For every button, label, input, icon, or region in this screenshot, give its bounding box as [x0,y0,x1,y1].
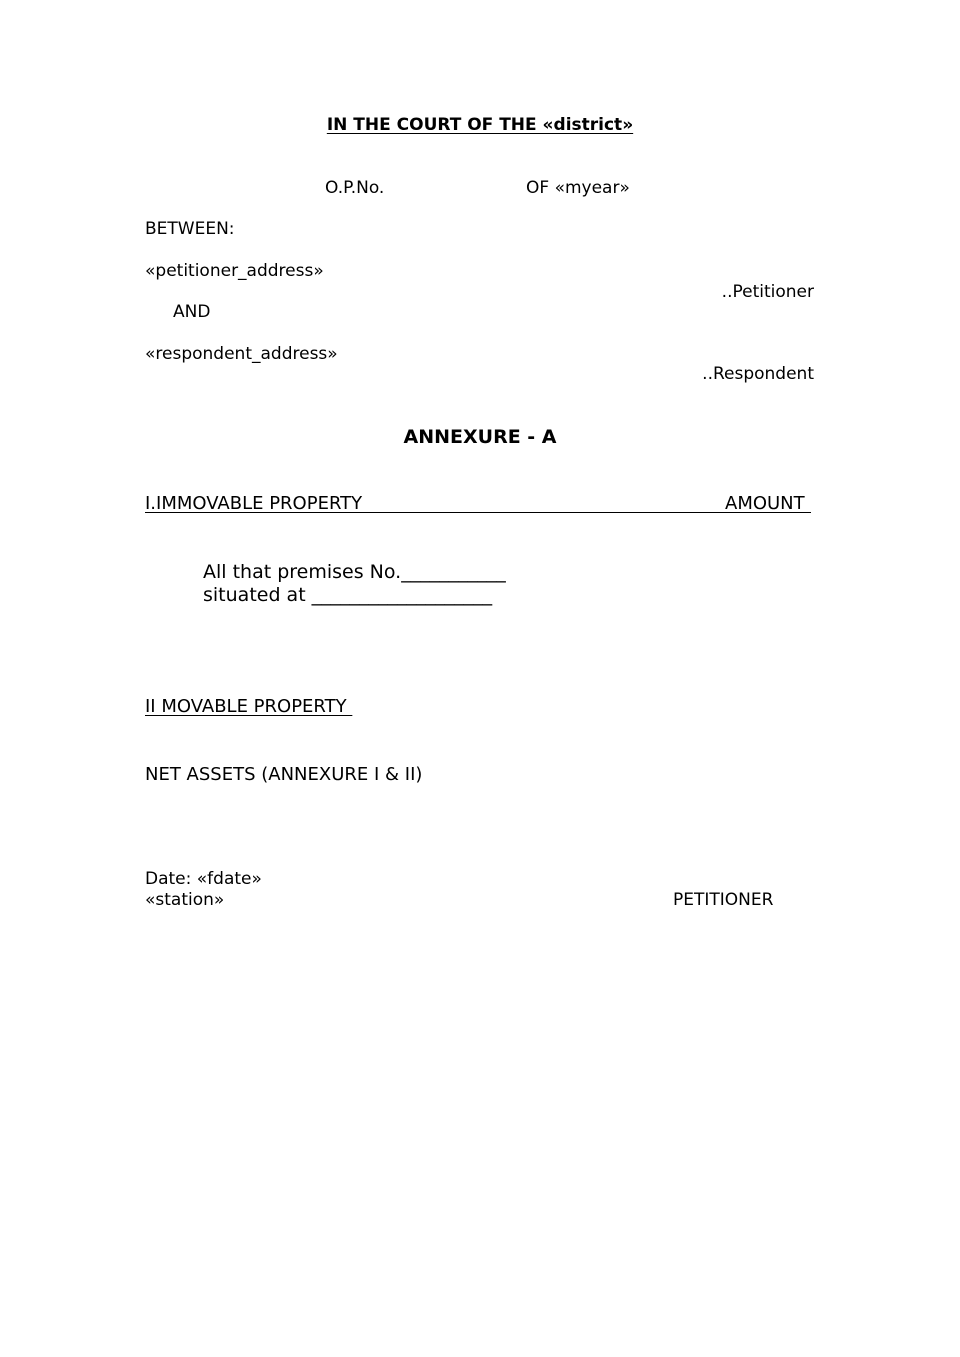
petitioner-address: «petitioner_address» [145,261,324,281]
situated-line: situated at ___________________ [203,584,493,606]
station-line: «station» [145,890,225,910]
premises-line: All that premises No.___________ [203,561,506,583]
immovable-property-heading: I.IMMOVABLE PROPERTY [145,493,363,514]
date-line: Date: «fdate» [145,869,262,889]
respondent-address: «respondent_address» [145,344,338,364]
court-title-text: IN THE COURT OF THE «district» [326,115,634,135]
movable-property-heading: II MOVABLE PROPERTY [145,696,353,717]
heading-underline [145,512,811,513]
and-label: AND [173,302,211,322]
court-title [0,117,960,134]
op-number-label: O.P.No. [325,178,385,198]
respondent-role: ..Respondent [702,364,814,384]
petitioner-role: ..Petitioner [721,282,814,302]
amount-heading: AMOUNT [725,493,805,514]
case-year-label: OF «myear» [526,178,630,198]
net-assets-line: NET ASSETS (ANNEXURE I & II) [145,764,423,785]
petitioner-signature-label: PETITIONER [673,890,774,910]
annexure-title: ANNEXURE - A [403,426,557,448]
between-label: BETWEEN: [145,219,235,239]
